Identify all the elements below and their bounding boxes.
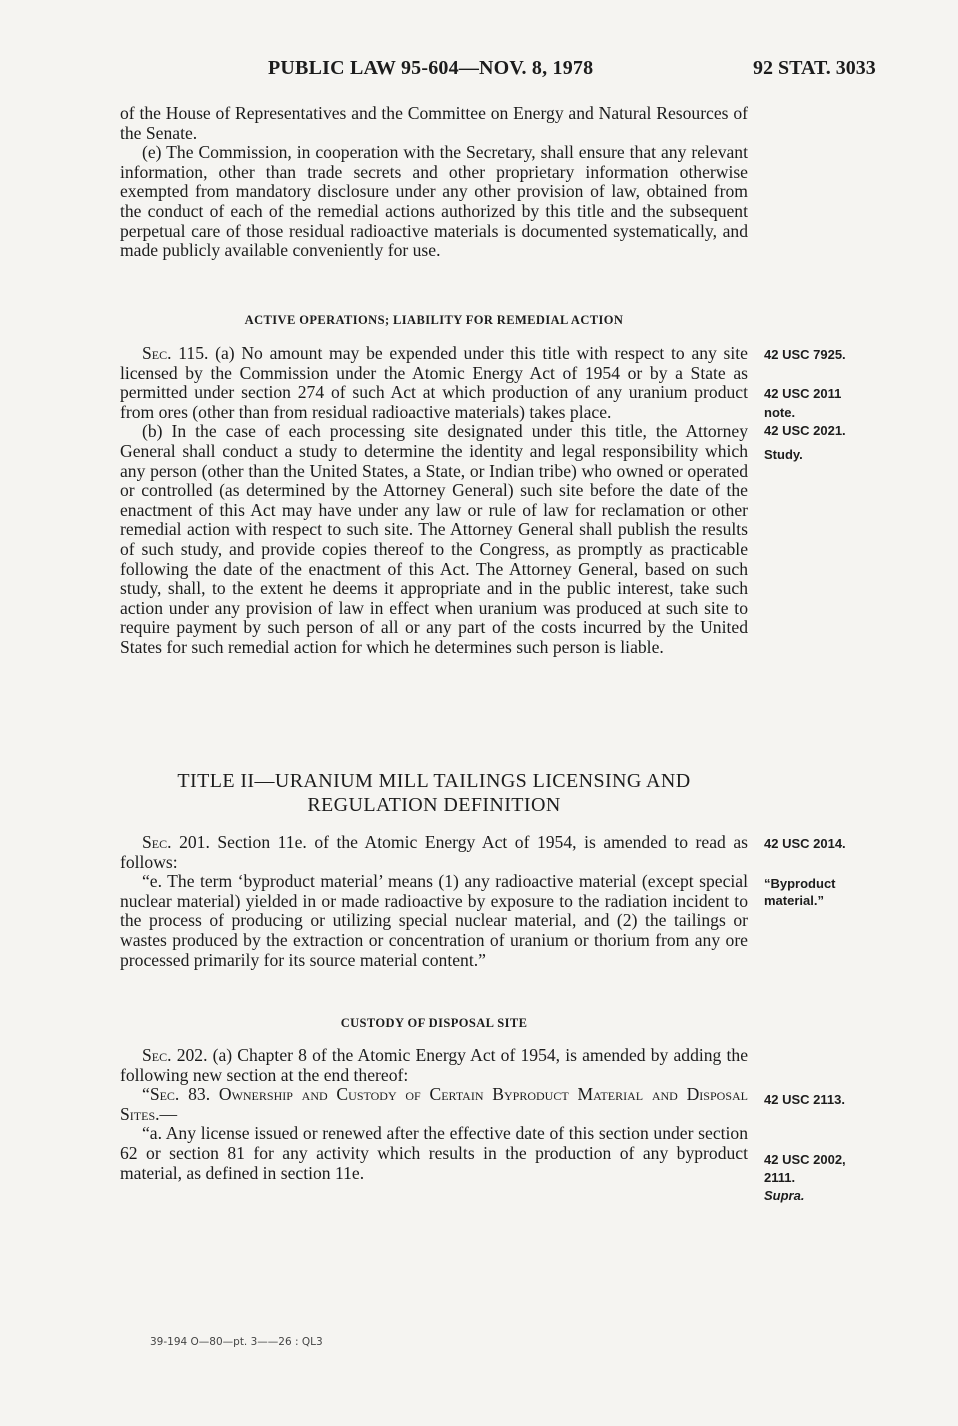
section-201-definition: “e. The term ‘byproduct material’ means (1) any radioactive material (except special nuclear material) yielded in or made radioactive by exposure to the radiation incident to the process of producing or utilizing special nuclear material, and (2) the tailings or wastes produced by the extraction or concentration of uranium or thorium from any ore processed primarily for its source material content.”	[120, 871, 748, 970]
margin-note-42-usc-7925: 42 USC 7925.	[764, 347, 846, 362]
section-label: Sec.	[149, 1084, 180, 1105]
title-ii-heading	[120, 769, 748, 817]
margin-note-study: Study.	[764, 447, 803, 462]
title-ii-heading-line-1: TITLE II—URANIUM MILL TAILINGS LICENSING AND	[177, 770, 691, 792]
section-83-title: Ownership and Custody of Certain Byproduct Material and Disposal Sites.—	[120, 1084, 748, 1124]
section-label: Sec.	[142, 343, 172, 363]
title-ii-heading-line-2: REGULATION DEFINITION	[307, 794, 561, 816]
print-code: 39-194 O—80—pt. 3——26 : QL3	[150, 1336, 323, 1348]
section-label: Sec.	[142, 1045, 172, 1065]
section-115-a	[120, 344, 748, 422]
paragraph-continuation: of the House of Representatives and the Committee on Energy and Natural Resources of the Senate.	[120, 103, 748, 143]
margin-note-byproduct: “Byproduct	[764, 876, 836, 891]
section-201-text: 201. Section 11e. of the Atomic Energy Act of 1954, is amended to read as follows:	[120, 832, 748, 872]
section-202-a-text: 202. (a) Chapter 8 of the Atomic Energy Act of 1954, is amended by adding the following new section at the end thereof:	[120, 1045, 748, 1085]
margin-note-2111: 2111.	[764, 1170, 796, 1185]
stat-page-reference: 92 STAT. 3033	[753, 57, 876, 79]
section-83-heading	[120, 1085, 748, 1124]
section-202-block	[120, 1046, 748, 1183]
section-83-a: “a. Any license issued or renewed after the effective date of this section under section 62 or section 81 for any activity which results in the production of any byproduct material, as defined in section 11e.	[120, 1123, 748, 1183]
section-202-a	[120, 1046, 748, 1085]
margin-note-2011-note: note.	[764, 405, 796, 420]
paragraph-e: (e) The Commission, in cooperation with the Secretary, shall ensure that any relevant information, other than trade secrets and other proprietary information otherwise exempted from mandatory disclosure under any other provision of law, obtained from the conduct of each of the remedial actions authorized by this title and the subsequent perpetual care of those residual radioactive materials is documented systematically, and made publicly available conveniently for use.	[120, 142, 748, 261]
section-83-number: 83.	[179, 1084, 219, 1105]
heading-active-operations: ACTIVE OPERATIONS; LIABILITY FOR REMEDIAL ACTION	[244, 313, 624, 327]
section-115-block	[120, 344, 748, 658]
section-115-b: (b) In the case of each processing site designated under this title, the Attorney General shall conduct a study to determine the identity and legal responsibility which any person (other than the United States, a State, or Indian tribe) who owned or operated or controlled (as determined by the Attorney General) such site before the date of the enactment of this Act may have under any law or rule of law for reclamation or other remedial action with respect to such site. The Attorney General shall publish the results of such study, and provide copies thereof to the Congress, as promptly as practicable following the date of the enactment of this Act. The Attorney General, based on such study, shall, to the extent he deems it appropriate and in the public interest, take such action under any provision of law in effect when uranium was produced at such site to require payment by such person of all or any part of the costs incurred by the United States for such remedial action for which he determines such person is liable.	[120, 421, 748, 657]
margin-note-42-usc-2021: 42 USC 2021.	[764, 423, 846, 438]
margin-note-supra: Supra.	[764, 1188, 805, 1203]
running-head: PUBLIC LAW 95-604—NOV. 8, 1978	[268, 57, 594, 79]
margin-note-42-usc-2113: 42 USC 2113.	[764, 1092, 845, 1107]
opening-text-block	[120, 104, 748, 261]
section-201	[120, 833, 748, 872]
section-115-a-text: 115. (a) No amount may be expended under this title with respect to any site licensed by the Commission under the Atomic Energy Act of 1954 or by a State as permitted under section 274 of such Act at which production of any uranium product from ores (other than from residual radioactive materials) takes place.	[120, 343, 748, 422]
margin-note-material: material.”	[764, 893, 824, 908]
section-label: Sec.	[142, 832, 172, 852]
open-quote: “	[142, 1084, 150, 1105]
heading-custody: CUSTODY OF DISPOSAL SITE	[340, 1016, 528, 1030]
margin-note-42-usc-2014: 42 USC 2014.	[764, 836, 846, 851]
section-201-block	[120, 833, 748, 970]
margin-note-42-usc-2002: 42 USC 2002,	[764, 1152, 846, 1167]
margin-note-42-usc-2011: 42 USC 2011	[764, 386, 842, 401]
